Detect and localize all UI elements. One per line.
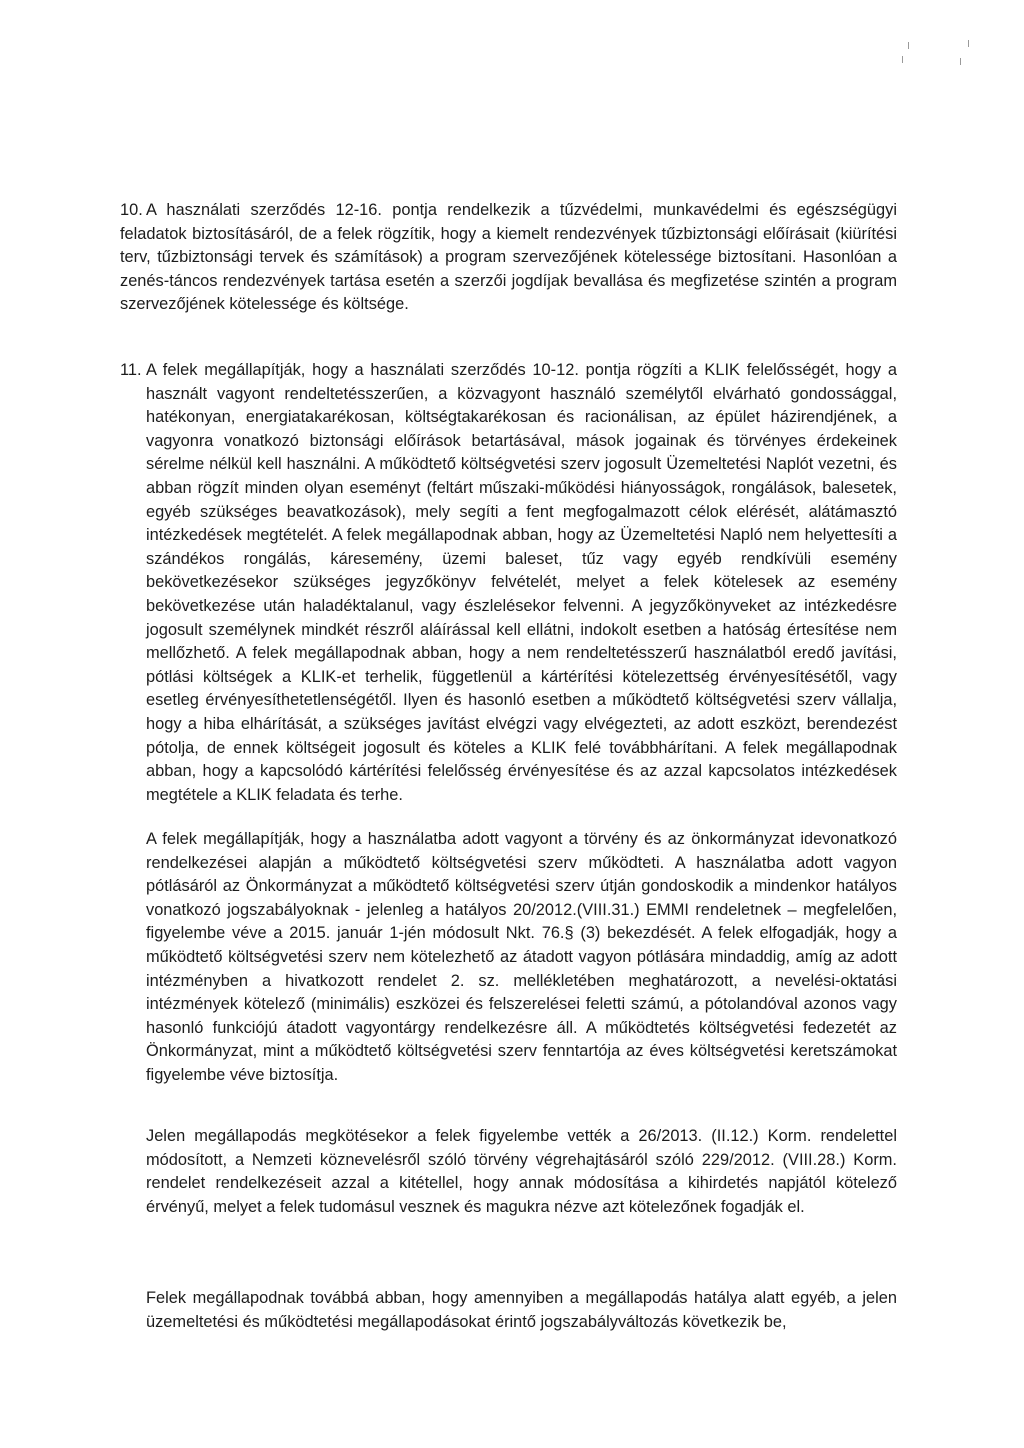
paragraph-11-number: 11. <box>120 361 142 379</box>
paragraph-11-text: A felek megállapítják, hogy a használati szerződés 10-12. pontja rögzíti a KLIK felelősségét, hogy a használt vagyont rendeltetésszerűen, a közvagyont használó személytől elvárható gondossággal, hatékonyan, energiatakarékosan, költségtakarékosan és racionálisan, az épület házirendjének, a vagyonra vonatkozó biztonsági előírások betartásával, mások jogainak és törvényes érdekeinek sérelme nélkül kell használni. A működtető költségvetési szerv jogosult Üzemeltetési Naplót vezetni, és abban rögzít minden olyan eseményt (feltárt műszaki-működési hiányosságok, rongálások, balesetek, egyéb szükséges beavatkozások), mely segíti a fent megfogalmazott célok elérését, alátámasztó intézkedések megtételét. A felek megállapodnak abban, hogy az Üzemeltetési Napló nem helyettesíti a szándékos rongálás, káresemény, üzemi baleset, tűz vagy egyéb rendkívüli esemény bekövetkezésekor szükséges jegyzőkönyv felvételét, melyet a felek kötelesek az esemény bekövetkezése után haladéktalanul, vagy észlelésekor felvenni. A jegyzőkönyveket az intézkedésre jogosult személynek mindkét részről aláírással kell ellátni, indokolt esetben a hatóság értesítése nem mellőzhető. A felek megállapodnak abban, hogy a nem rendeltetésszerű használatból eredő javítási, pótlási költségek a KLIK-et terhelik, függetlenül a kártérítési kötelezettség érvényesítésétől, vagy esetleg érvényesíthetetlenségétől. Ilyen és hasonló esetben a működtető költségvetési szerv vállalja, hogy a hiba elhárítását, a szükséges javítást elvégzi vagy elvégezteti, az adott eszközt, berendezést pótolja, de ennek költségeit jogosult és köteles a KLIK felé továbbhárítani. A felek megállapodnak abban, hogy a kapcsolódó kártérítési felelősség érvényesítése és az azzal kapcsolatos intézkedések megtétele a KLIK feladata és terhe. <box>146 361 897 804</box>
paragraph-felek-megallapodnak: Felek megállapodnak továbbá abban, hogy amennyiben a megállapodás hatálya alatt egyéb, a jelen üzemeltetési és működtetési megállapodásokat érintő jogszabályváltozás következik be, <box>146 1289 897 1331</box>
paragraph-10-number: 10. <box>120 201 143 219</box>
paragraph-11-continued: A felek megállapítják, hogy a használatba adott vagyont a törvény és az önkormányzat idevonatkozó rendelkezései alapján a működtető költségvetési szerv működteti. A használatba adott vagyon pótlásáról az Önkormányzat a működtető költségvetési szerv útján gondoskodik a mindenkor hatályos vonatkozó jogszabályoknak - jelenleg a hatályos 20/2012.(VIII.31.) EMMI rendeletnek – megfelelően, figyelembe véve a 2015. január 1-jén módosult Nkt. 76.§ (3) bekezdését. A felek elfogadják, hogy a működtető költségvetési szerv nem kötelezhető az átadott vagyon pótlására mindaddig, amíg az adott intézményben a hivatkozott rendelet 2. sz. mellékletében meghatározott, a nevelési-oktatási intézmények kötelező (minimális) eszközei és felszerelései feletti számú, a pótolandóval azonos vagy hasonló funkciójú átadott vagyontárgy rendelkezésre áll. A működtetés költségvetési fedezetét az Önkormányzat, mint a működtető költségvetési szerv fenntartója az éves költségvetési keretszámokat figyelembe véve biztosítja. <box>146 830 897 1084</box>
paragraph-10 <box>120 199 897 317</box>
paragraph-jelen-megallapodas: Jelen megállapodás megkötésekor a felek figyelembe vették a 26/2013. (II.12.) Korm. rendelettel módosított, a Nemzeti köznevelésről szóló törvény végrehajtásáról szóló 229/2012. (VIII.28.) Korm. rendelet rendelkezéseit azzal a kitétellel, hogy annak módosítása a kihirdetés napjától kötelező érvényű, melyet a felek tudomásul vesznek és magukra nézve azt kötelezőnek fogadják el. <box>146 1127 897 1216</box>
paragraph-11 <box>120 359 897 807</box>
paragraph-10-text: A használati szerződés 12-16. pontja rendelkezik a tűzvédelmi, munkavédelmi és egészségügyi feladatok biztosításáról, de a felek rögzítik, hogy a kiemelt rendezvények tűzbiztonsági előírásait (kiürítési terv, tűzbiztonsági tervek és számítások) a program szervezőjének kötelessége biztosítani. Hasonlóan a zenés-táncos rendezvények tartása esetén a szerzői jogdíjak bevallása és megfizetése szintén a program szervezőjének kötelessége és költsége. <box>120 201 897 314</box>
scan-marks <box>900 40 980 70</box>
